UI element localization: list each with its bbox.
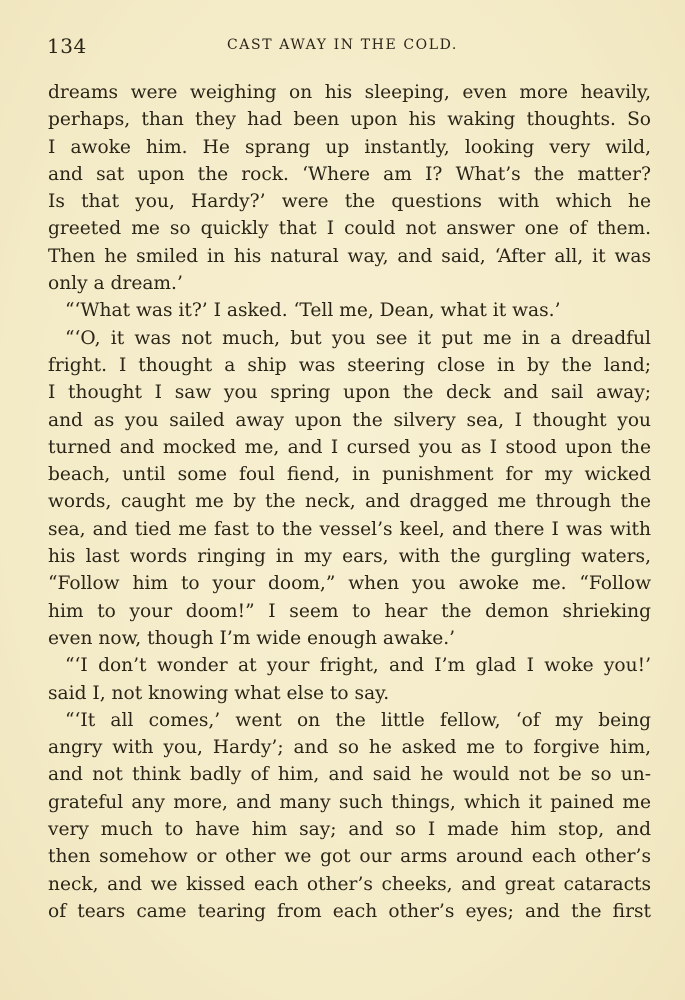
text-line: I awoke him. He sprang up instantly, looking very wild, [48, 136, 651, 158]
body-text [48, 79, 651, 925]
text-line: greeted me so quickly that I could not answer one of them. [48, 218, 651, 240]
text-line: even now, though I’m wide enough awake.’ [48, 627, 456, 649]
text-line: angry with you, Hardy’; and so he asked me to forgive him, [48, 737, 651, 759]
text-line: beach, until some foul fiend, in punishment for my wicked [48, 464, 651, 486]
text-line: and sat upon the rock. ‘Where am I? What’s the matter? [48, 163, 651, 185]
text-line: and not think badly of him, and said he would not be so un- [48, 764, 651, 786]
text-line: dreams were weighing on his sleeping, even more heavily, [48, 82, 651, 103]
text-line: perhaps, than they had been upon his waking thoughts. So [48, 109, 651, 131]
text-line: of tears came tearing from each other’s eyes; and the first [48, 900, 651, 922]
text-line: sea, and tied me fast to the vessel’s keel, and there I was with [48, 518, 651, 540]
text-line: I thought I saw you spring upon the deck and sail away; [48, 382, 651, 404]
text-line: very much to have him say; and so I made him stop, and [48, 819, 651, 841]
text-line: his last words ringing in my ears, with the gurgling waters, [48, 546, 651, 568]
text-line: “‘It all comes,’ went on the little fellow, ‘of my being [65, 709, 651, 731]
text-line: him to your doom!” I seem to hear the demon shrieking [48, 600, 651, 622]
text-line: “‘I don’t wonder at your fright, and I’m glad I woke you!’ [65, 655, 651, 677]
text-line: “‘O, it was not much, but you see it put me in a dreadful [65, 327, 651, 349]
text-line: Is that you, Hardy?’ were the questions with which he [48, 191, 651, 213]
running-head: CAST AWAY IN THE COLD. [227, 37, 458, 53]
text-line: turned and mocked me, and I cursed you as I stood upon the [48, 436, 651, 458]
text-line: and as you sailed away upon the silvery sea, I thought you [48, 409, 651, 431]
text-line: “‘What was it?’ I asked. ‘Tell me, Dean, what it was.’ [65, 300, 561, 322]
text-line: “Follow him to your doom,” when you awoke me. “Follow [48, 573, 651, 595]
page-number: 134 [47, 34, 87, 58]
page-header [47, 34, 651, 56]
text-line: neck, and we kissed each other’s cheeks, and great cataracts [48, 873, 651, 895]
text-line: fright. I thought a ship was steering close in by the land; [48, 354, 651, 376]
text-line: then somehow or other we got our arms around each other’s [48, 846, 651, 868]
text-line: only a dream.’ [48, 273, 183, 295]
text-line: said I, not knowing what else to say. [48, 682, 390, 704]
text-line: grateful any more, and many such things, which it pained me [48, 791, 651, 813]
text-line: words, caught me by the neck, and dragged me through the [48, 491, 651, 513]
text-line: Then he smiled in his natural way, and said, ‘After all, it was [48, 245, 651, 267]
